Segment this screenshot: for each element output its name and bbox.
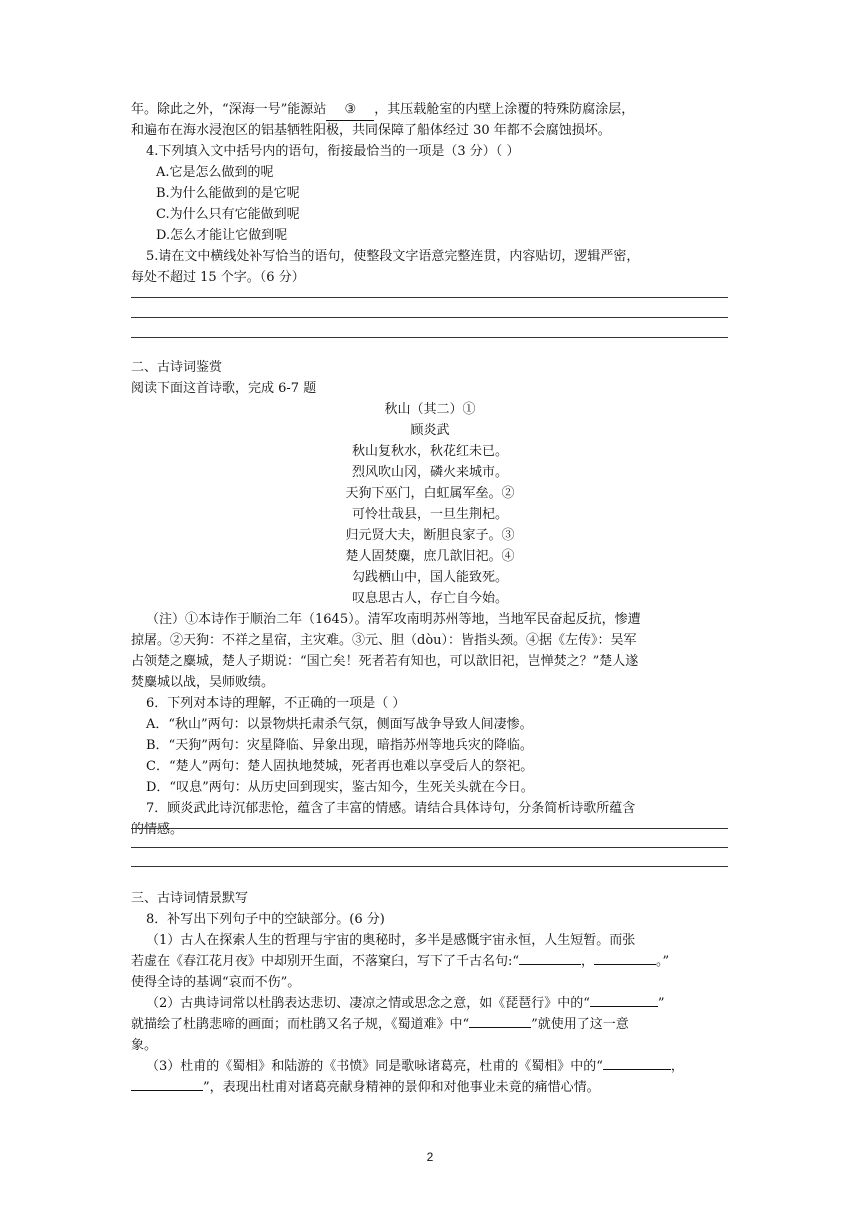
question-5-stem-cont: 每处不超过 15 个字。（6 分） bbox=[131, 270, 305, 285]
blank bbox=[603, 1069, 671, 1070]
poem-title: 秋山（其二）① bbox=[384, 402, 476, 417]
blank bbox=[594, 964, 656, 965]
question-8-part-2-cont: 就描绘了杜鹃悲啼的画面；而杜鹃又名子规，《蜀道难》中“ ”就使用了这一意 bbox=[131, 1017, 629, 1032]
poem-line: 天狗下巫门，白虹属军垒。② bbox=[345, 486, 515, 501]
passage-line: 年。除此之外，“深海一号”能源站 ③ ，其压载舱室的内壁上涂覆的特殊防腐涂层， bbox=[131, 100, 731, 121]
question-8-part-1-cont: 使得全诗的基调“哀而不伤”。 bbox=[131, 975, 301, 990]
question-7-stem: 7．顾炎武此诗沉郁悲怆，蕴含了丰富的情感。请结合具体诗句，分条简析诗歌所蕴含 bbox=[146, 801, 636, 816]
question-7-stem-cont: 的情感。 bbox=[131, 822, 184, 837]
poem-line: 可怜壮哉县，一旦生荆杞。 bbox=[351, 507, 508, 522]
poem-notes: 占领楚之麋城，楚人子期说：“国亡矣！死者若有知也，可以歆旧祀，岂惮焚之？”楚人遂 bbox=[131, 654, 639, 669]
section-2-heading: 二、古诗词鉴赏 bbox=[131, 360, 223, 375]
question-6-option-a: A．“秋山”两句：以景物烘托肃杀气氛，侧面写战争导致人间凄惨。 bbox=[146, 717, 533, 732]
question-4-option-c: C.为什么只有它能做到呢 bbox=[156, 207, 300, 222]
question-4-stem: 4.下列填入文中括号内的语句，衔接最恰当的一项是（3 分）（ ） bbox=[146, 144, 520, 159]
page-number: 2 bbox=[426, 1150, 434, 1164]
blank: ③ bbox=[326, 100, 374, 121]
poem-line: 归元贤大夫，断胆良家子。③ bbox=[345, 528, 515, 543]
poem-line: 叹息思古人，存亡自今始。 bbox=[351, 591, 508, 606]
answer-line bbox=[131, 866, 728, 867]
question-8-part-1-cont: 若虚在《春江花月夜》中却别开生面，不落窠臼，写下了千古名句:“ ， 。” bbox=[131, 954, 670, 969]
poem-notes: （注）①本诗作于顺治二年（1645）。清军攻南明苏州等地，当地军民奋起反抗，惨遭 bbox=[146, 612, 641, 627]
blank bbox=[469, 1027, 531, 1028]
poem-notes: 焚麋城以战，吴师败绩。 bbox=[131, 675, 275, 690]
question-8-part-3-cont: ”，表现出杜甫对诸葛亮献身精神的景仰和对他事业未竟的痛惜心情。 bbox=[131, 1078, 731, 1098]
question-8-part-2: （2）古典诗词常以杜鹃表达悲切、凄凉之情或思念之意，如《琵琶行》中的“ ” bbox=[146, 996, 665, 1011]
poem-line: 勾践栖山中，国人能致死。 bbox=[351, 570, 508, 585]
poem-line: 烈风吹山冈，磷火来城市。 bbox=[351, 465, 508, 480]
question-4-option-a: A.它是怎么做到的呢 bbox=[156, 165, 274, 180]
answer-line bbox=[131, 828, 728, 829]
question-6-option-b: B．“天狗”两句：灾星降临、异象出现，暗指苏州等地兵灾的降临。 bbox=[146, 738, 533, 753]
section-3-heading: 三、古诗词情景默写 bbox=[131, 891, 249, 906]
question-4-option-d: D.怎么才能让它做到呢 bbox=[156, 228, 288, 243]
question-8-part-2-cont: 象。 bbox=[131, 1038, 158, 1053]
answer-line bbox=[131, 337, 728, 338]
poem-author: 顾炎武 bbox=[410, 423, 450, 438]
section-2-intro: 阅读下面这首诗歌，完成 6-7 题 bbox=[131, 381, 317, 396]
blank bbox=[519, 964, 581, 965]
poem-notes: 掠屠。②天狗：不祥之星宿，主灾难。③元、胆（dòu）：皆指头颈。④据《左传》：吴军 bbox=[131, 633, 637, 648]
question-6-option-d: D．“叹息”两句：从历史回到现实，鉴古知今，生死关头就在今日。 bbox=[146, 780, 534, 795]
question-4-option-b: B.为什么能做到的是它呢 bbox=[156, 186, 300, 201]
answer-line bbox=[131, 847, 728, 848]
question-8-part-1: （1）古人在探索人生的哲理与宇宙的奥秘时，多半是感慨宇宙永恒，人生短暂。而张 bbox=[146, 933, 636, 948]
blank bbox=[590, 1006, 658, 1007]
question-6-option-c: C．“楚人”两句：楚人固执地焚城，死者再也难以享受后人的祭祀。 bbox=[146, 759, 534, 774]
passage-line: 和遍布在海水浸泡区的铝基牺牲阳极，共同保障了船体经过 30 年都不会腐蚀损坏。 bbox=[131, 123, 611, 138]
poem-line: 楚人固焚麋，庶几歆旧祀。④ bbox=[345, 549, 515, 564]
question-8-stem: 8．补写出下列句子中的空缺部分。(6 分) bbox=[146, 912, 385, 927]
answer-line bbox=[131, 297, 728, 298]
poem-line: 秋山复秋水，秋花红未已。 bbox=[351, 444, 508, 459]
question-8-part-3: （3）杜甫的《蜀相》和陆游的《书愤》同是歌咏诸葛亮，杜甫的《蜀相》中的“ ， bbox=[146, 1059, 684, 1074]
answer-line bbox=[131, 317, 728, 318]
blank bbox=[131, 1090, 203, 1091]
question-5-stem: 5.请在文中横线处补写恰当的语句，使整段文字语意完整连贯，内容贴切，逻辑严密， bbox=[146, 249, 640, 264]
question-6-stem: 6．下列对本诗的理解，不正确的一项是（ ） bbox=[146, 696, 406, 711]
